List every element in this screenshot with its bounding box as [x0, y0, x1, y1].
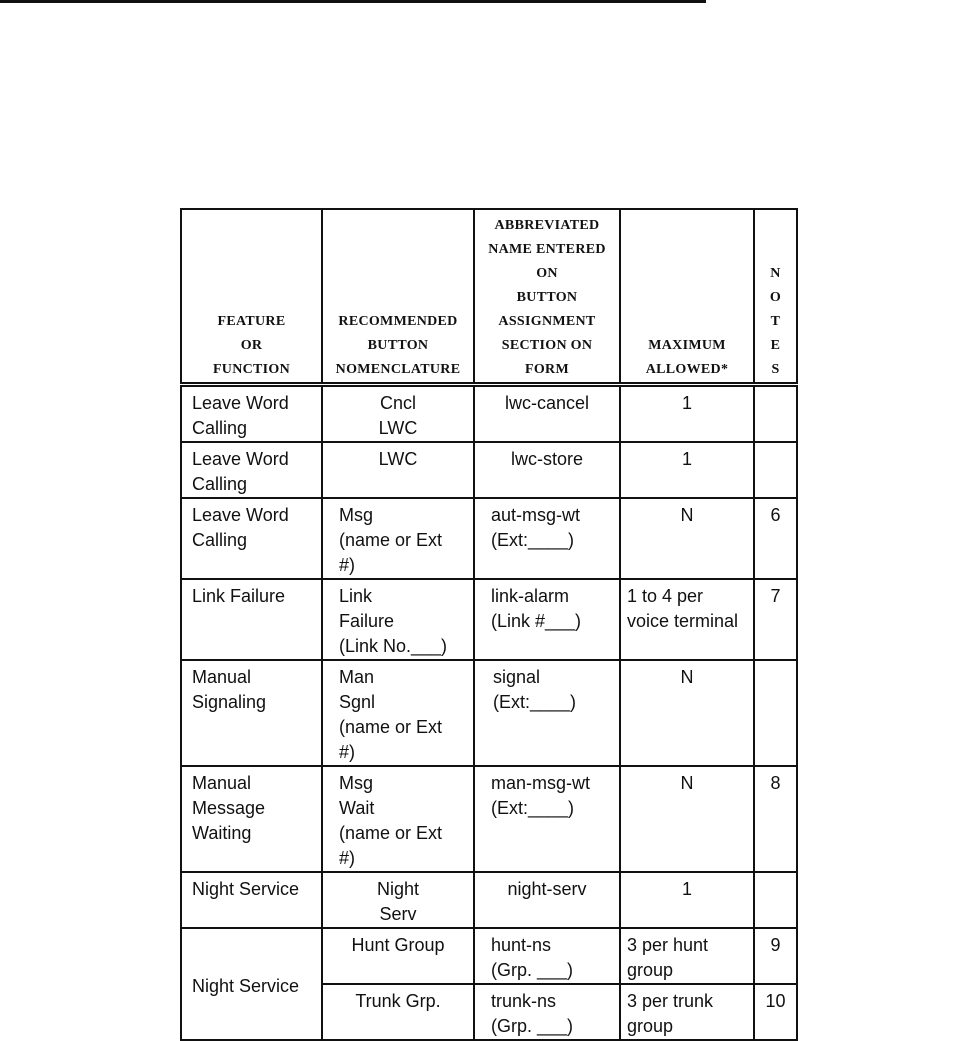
cell-maximum: 1: [620, 442, 754, 498]
cell-notes: 7: [754, 579, 797, 660]
cell-notes: [754, 872, 797, 928]
cell-nomenclature: Trunk Grp.: [322, 984, 474, 1040]
cell-feature: Leave Word Calling: [181, 385, 322, 443]
cell-maximum: N: [620, 498, 754, 579]
cell-abbreviated: signal (Ext:____): [474, 660, 620, 766]
cell-notes: [754, 660, 797, 766]
table-row: [181, 498, 797, 579]
cell-notes: 8: [754, 766, 797, 872]
cell-nomenclature: LWC: [322, 442, 474, 498]
header-notes: N O T E S: [754, 209, 797, 385]
table-row: [181, 872, 797, 928]
table-row: [181, 579, 797, 660]
cell-abbreviated: link-alarm (Link #___): [474, 579, 620, 660]
button-assignment-table: [180, 208, 798, 1041]
top-rule: [0, 0, 706, 3]
cell-feature-night-service-group: Night Service: [181, 928, 322, 1040]
cell-notes: [754, 442, 797, 498]
cell-maximum: 1: [620, 385, 754, 443]
cell-feature: Manual Message Waiting: [181, 766, 322, 872]
cell-feature: Night Service: [181, 872, 322, 928]
cell-abbreviated: aut-msg-wt (Ext:____): [474, 498, 620, 579]
cell-abbreviated: trunk-ns (Grp. ___): [474, 984, 620, 1040]
cell-notes: 9: [754, 928, 797, 984]
table-row: [181, 928, 797, 984]
cell-maximum: 1: [620, 872, 754, 928]
cell-maximum: 1 to 4 per voice terminal: [620, 579, 754, 660]
header-feature: FEATURE OR FUNCTION: [181, 209, 322, 385]
cell-feature: Leave Word Calling: [181, 498, 322, 579]
cell-abbreviated: lwc-cancel: [474, 385, 620, 443]
cell-maximum: N: [620, 660, 754, 766]
header-nomenclature: RECOMMENDED BUTTON NOMENCLATURE: [322, 209, 474, 385]
table-row: [181, 442, 797, 498]
table-row: [181, 660, 797, 766]
cell-nomenclature: Msg (name or Ext #): [322, 498, 474, 579]
cell-notes: [754, 385, 797, 443]
cell-abbreviated: lwc-store: [474, 442, 620, 498]
cell-maximum: 3 per trunk group: [620, 984, 754, 1040]
cell-abbreviated: hunt-ns (Grp. ___): [474, 928, 620, 984]
header-row: [181, 209, 797, 385]
cell-abbreviated: night-serv: [474, 872, 620, 928]
cell-nomenclature: Hunt Group: [322, 928, 474, 984]
cell-nomenclature: Cncl LWC: [322, 385, 474, 443]
cell-nomenclature: Man Sgnl (name or Ext #): [322, 660, 474, 766]
cell-notes: 10: [754, 984, 797, 1040]
cell-maximum: 3 per hunt group: [620, 928, 754, 984]
cell-feature: Manual Signaling: [181, 660, 322, 766]
header-maximum-allowed: MAXIMUM ALLOWED*: [620, 209, 754, 385]
cell-nomenclature: Link Failure (Link No.___): [322, 579, 474, 660]
cell-feature: Link Failure: [181, 579, 322, 660]
header-abbreviated-name: ABBREVIATED NAME ENTERED ON BUTTON ASSIGNMENT SECTION ON FORM: [474, 209, 620, 385]
cell-nomenclature: Msg Wait (name or Ext #): [322, 766, 474, 872]
cell-maximum: N: [620, 766, 754, 872]
cell-abbreviated: man-msg-wt (Ext:____): [474, 766, 620, 872]
cell-notes: 6: [754, 498, 797, 579]
table-row: [181, 766, 797, 872]
cell-feature: Leave Word Calling: [181, 442, 322, 498]
cell-nomenclature: Night Serv: [322, 872, 474, 928]
table-row: [181, 385, 797, 443]
